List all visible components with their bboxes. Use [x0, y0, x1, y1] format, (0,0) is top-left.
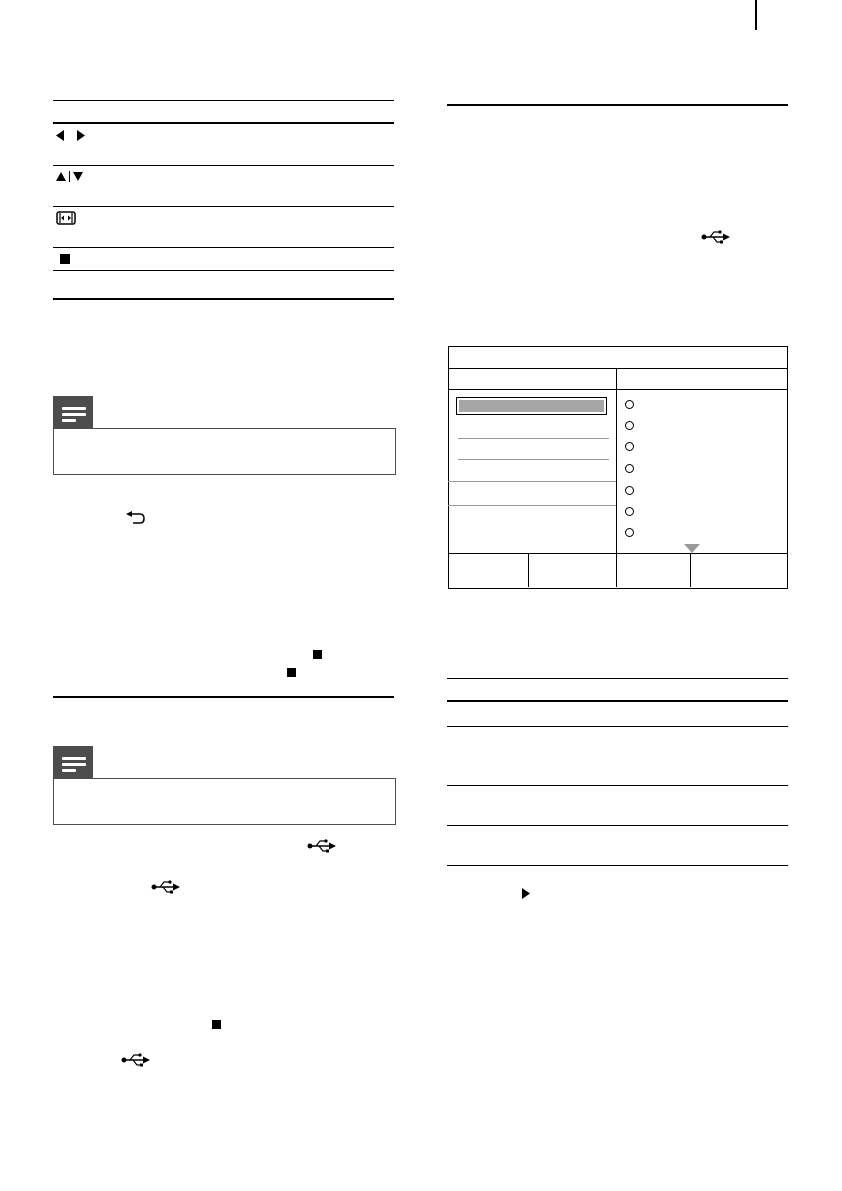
- menu-title-rule: [448, 368, 787, 369]
- table-row-rule: [53, 270, 394, 271]
- section-rule: [53, 696, 394, 698]
- menu-header-rule: [448, 389, 787, 390]
- note-icon: [53, 396, 93, 428]
- stop-icon: [60, 254, 70, 264]
- stop-icon: [287, 668, 296, 677]
- stop-icon: [313, 650, 322, 659]
- table-row-rule: [53, 247, 394, 248]
- menu-column-divider: [616, 368, 617, 587]
- table-row-rule: [447, 825, 788, 826]
- menu-item-rule: [458, 438, 609, 439]
- triangle-down-icon: [684, 544, 700, 553]
- menu-group-rule: [448, 481, 616, 482]
- usb-icon: [307, 839, 337, 853]
- up-down-arrows-icon: [55, 170, 89, 183]
- radio-icon: [625, 528, 634, 537]
- stop-icon: [212, 1020, 221, 1029]
- note-box: [53, 428, 396, 475]
- table-bottom-rule: [447, 865, 788, 866]
- menu-group-rule: [448, 505, 616, 506]
- menu-footer-rule: [448, 553, 787, 554]
- menu-item-rule: [458, 459, 609, 460]
- menu-selected-item[interactable]: [456, 397, 607, 415]
- radio-icon: [625, 486, 634, 495]
- usb-icon: [701, 230, 731, 244]
- table-top-rule: [53, 100, 394, 101]
- table-row-rule: [53, 206, 394, 207]
- table-row-rule: [53, 165, 394, 166]
- menu-footer-divider: [528, 553, 529, 587]
- play-icon: [522, 888, 530, 899]
- radio-icon: [625, 507, 634, 516]
- note-box: [53, 778, 396, 825]
- left-right-arrows-icon: [55, 129, 87, 142]
- radio-icon: [625, 421, 634, 430]
- table-row-rule: [447, 785, 788, 786]
- radio-icon: [625, 442, 634, 451]
- section-rule: [447, 104, 788, 106]
- menu-footer-divider: [690, 553, 691, 587]
- radio-icon: [625, 464, 634, 473]
- zoom-icon: [56, 211, 76, 225]
- crop-mark: [755, 0, 757, 30]
- table-header-rule: [53, 122, 394, 124]
- table-top-rule: [447, 678, 788, 679]
- note-icon: [53, 746, 93, 778]
- table-row-rule: [447, 726, 788, 727]
- usb-icon: [121, 1053, 151, 1067]
- radio-icon: [625, 400, 634, 409]
- table-bottom-rule: [53, 298, 394, 300]
- back-icon: [124, 511, 146, 525]
- usb-icon: [151, 880, 181, 894]
- table-header-rule: [447, 700, 788, 702]
